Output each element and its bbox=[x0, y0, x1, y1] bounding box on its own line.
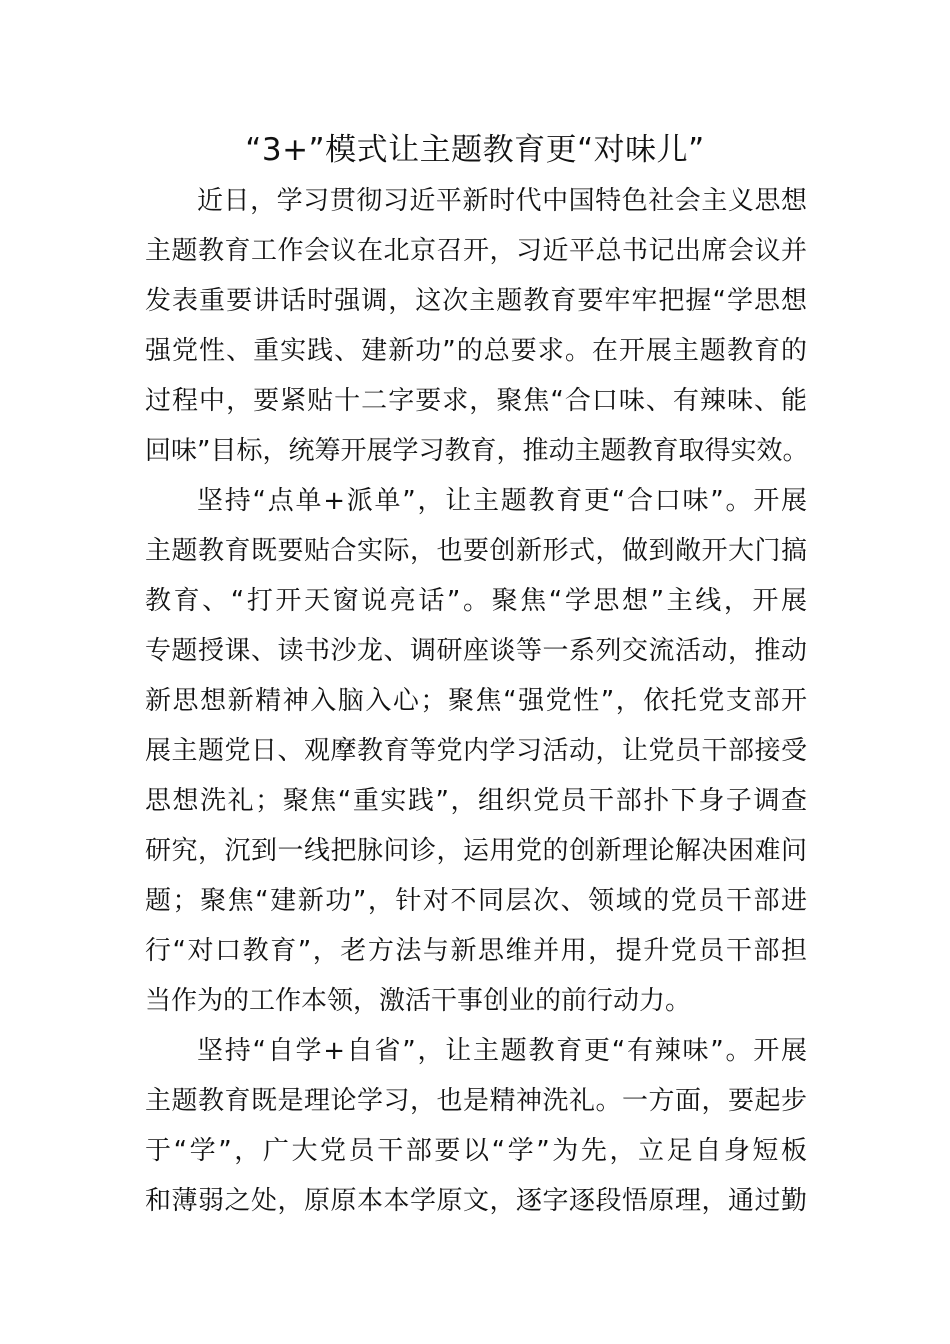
paragraph-1-line-1: 近日，学习贯彻习近平新时代中国特色社会主义思想 bbox=[197, 186, 807, 216]
paragraph-2-line-3: 教育、“打开天窗说亮话”。聚焦“学思想”主线，开展 bbox=[145, 586, 807, 616]
paragraph-3-line-4: 和薄弱之处，原原本本学原文，逐字逐段悟原理，通过勤 bbox=[145, 1186, 807, 1216]
paragraph-1-line-4: 强党性、重实践、建新功”的总要求。在开展主题教育的 bbox=[145, 336, 807, 366]
document-body bbox=[145, 176, 807, 1226]
paragraph-2-line-6: 展主题党日、观摩教育等党内学习活动，让党员干部接受 bbox=[145, 736, 807, 766]
paragraph-2-line-4: 专题授课、读书沙龙、调研座谈等一系列交流活动，推动 bbox=[145, 636, 807, 666]
paragraph-1-line-5: 过程中，要紧贴十二字要求，聚焦“合口味、有辣味、能 bbox=[145, 386, 807, 416]
paragraph-2-line-11: 当作为的工作本领，激活干事创业的前行动力。 bbox=[145, 986, 692, 1016]
paragraph-1-line-6: 回味”目标，统筹开展学习教育，推动主题教育取得实效。 bbox=[145, 436, 809, 466]
paragraph-2-line-8: 研究，沉到一线把脉问诊，运用党的创新理论解决困难问 bbox=[145, 836, 807, 866]
paragraph-2-line-2: 主题教育既要贴合实际，也要创新形式，做到敞开大门搞 bbox=[145, 536, 807, 566]
paragraph-2-line-5: 新思想新精神入脑入心；聚焦“强党性”，依托党支部开 bbox=[145, 686, 807, 716]
paragraph-2-line-1: 坚持“点单+派单”，让主题教育更“合口味”。开展 bbox=[197, 486, 807, 516]
paragraph-3-line-2: 主题教育既是理论学习，也是精神洗礼。一方面，要起步 bbox=[145, 1086, 807, 1116]
paragraph-3-line-1: 坚持“自学+自省”，让主题教育更“有辣味”。开展 bbox=[197, 1036, 807, 1066]
document-title: “3+”模式让主题教育更“对味儿” bbox=[245, 132, 705, 168]
paragraph-1-line-3: 发表重要讲话时强调，这次主题教育要牢牢把握“学思想 bbox=[145, 286, 807, 316]
paragraph-2-line-9: 题；聚焦“建新功”，针对不同层次、领域的党员干部进 bbox=[145, 886, 807, 916]
paragraph-3-line-3: 于“学”，广大党员干部要以“学”为先，立足自身短板 bbox=[145, 1136, 807, 1166]
paragraph-1-line-2: 主题教育工作会议在北京召开，习近平总书记出席会议并 bbox=[145, 236, 807, 266]
paragraph-2-line-10: 行“对口教育”，老方法与新思维并用，提升党员干部担 bbox=[145, 936, 807, 966]
paragraph-2-line-7: 思想洗礼；聚焦“重实践”，组织党员干部扑下身子调查 bbox=[145, 786, 807, 816]
